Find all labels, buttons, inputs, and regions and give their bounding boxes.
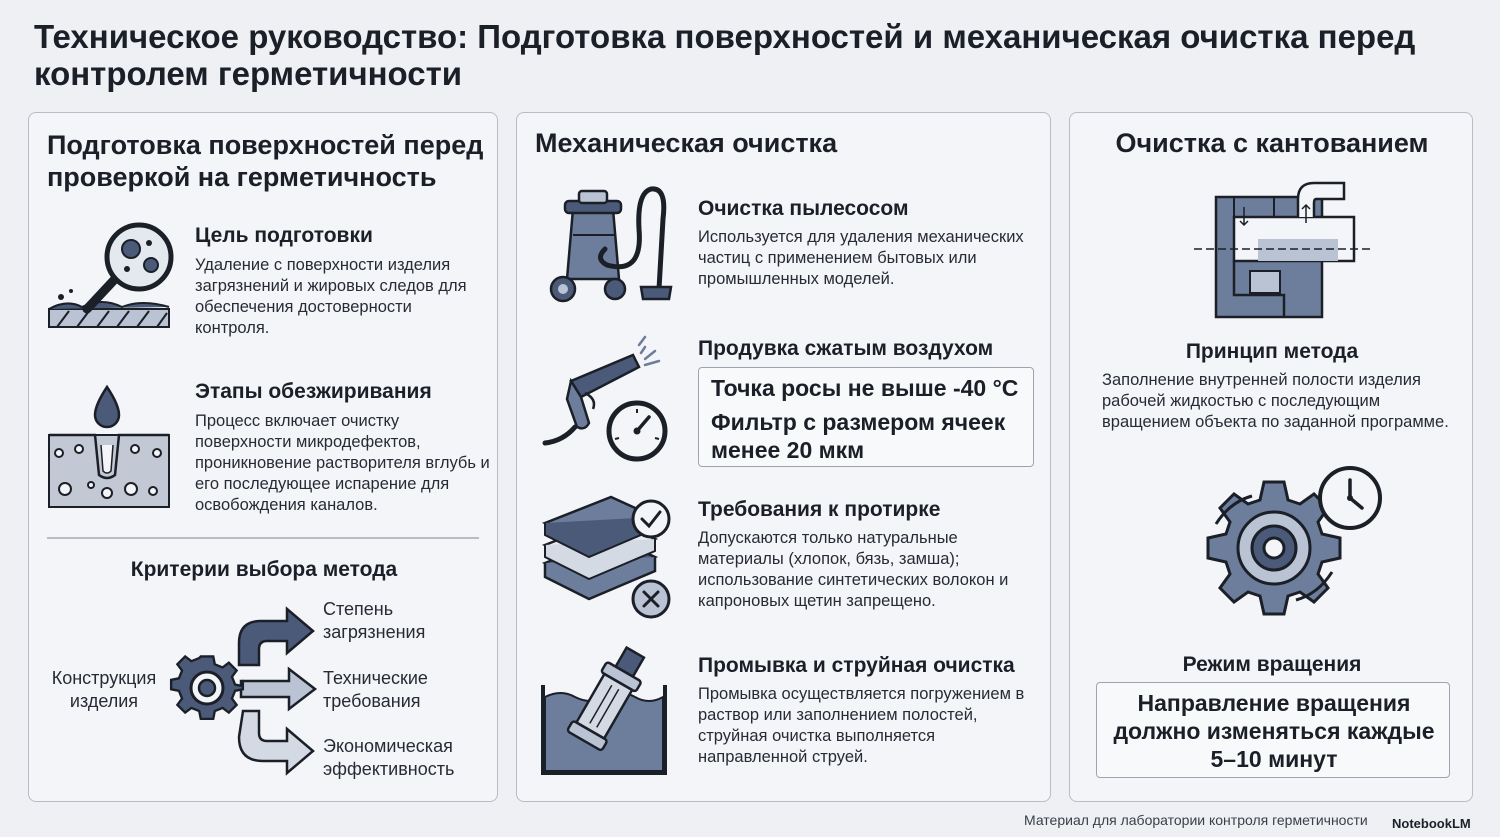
panel-title-tumble: Очистка с кантованием bbox=[1115, 128, 1429, 158]
page-title: Техническое руководство: Подготовка поверхностей и механическая очистка перед контролем герметичности bbox=[34, 18, 1416, 92]
air-heading: Продувка сжатым воздухом bbox=[698, 337, 994, 360]
droplet-pores-icon bbox=[47, 385, 177, 510]
wipe-heading: Требования к протирке bbox=[698, 498, 941, 521]
gear-arrows-icon bbox=[169, 593, 349, 773]
criteria-item-technical: Технические требования bbox=[323, 668, 428, 711]
panel-tumble-cleaning bbox=[1069, 112, 1473, 802]
air-spec-box bbox=[698, 367, 1034, 467]
principle-heading: Принцип метода bbox=[1185, 340, 1359, 363]
criteria-source-label: Конструкция изделия bbox=[51, 668, 157, 711]
rotation-spec-text: Направление вращения должно изменяться каждые 5–10 минут bbox=[1113, 690, 1435, 772]
vacuum-text: Используется для удаления механических частиц с применением бытовых или промышленных моделей. bbox=[698, 228, 1024, 288]
left-divider bbox=[47, 537, 479, 539]
vacuum-heading: Очистка пылесосом bbox=[698, 197, 909, 220]
criteria-item-economic: Экономическая эффективность bbox=[323, 736, 455, 779]
cloth-stack-icon bbox=[541, 493, 673, 618]
wash-heading: Промывка и струйная очистка bbox=[698, 654, 1015, 677]
air-spec-dewpoint: Точка росы не выше -40 °C bbox=[711, 375, 1019, 401]
immersion-bath-icon bbox=[541, 645, 673, 777]
air-gun-gauge-icon bbox=[541, 335, 673, 465]
panel-mechanical-cleaning bbox=[516, 112, 1051, 802]
rotation-spec-box bbox=[1096, 682, 1450, 778]
degrease-heading: Этапы обезжиривания bbox=[195, 380, 432, 403]
wash-text: Промывка осуществляется погружением в раствор или заполнением полостей, струйная очистка выполняется направленной струей. bbox=[698, 685, 1025, 766]
degrease-text: Процесс включает очистку поверхности микродефектов, проникновение растворителя вглубь и его последующее испарение для освобождения каналов. bbox=[195, 412, 490, 514]
panel-surface-preparation bbox=[28, 112, 498, 802]
principle-text: Заполнение внутренней полости изделия рабочей жидкостью с последующим вращением объекта по заданной программе. bbox=[1102, 371, 1449, 431]
rotation-heading: Режим вращения bbox=[1182, 653, 1362, 676]
criteria-heading: Критерии выбора метода bbox=[130, 558, 398, 581]
brand-watermark: NotebookLM bbox=[1392, 816, 1471, 831]
magnifier-contamination-icon bbox=[47, 221, 177, 341]
goal-text: Удаление с поверхности изделия загрязнений и жировых следов для обеспечения достоверности контроля. bbox=[195, 256, 467, 337]
wipe-text: Допускаются только натуральные материалы (хлопок, бязь, замша); использование синтетических волокон и капроновых щетин запрещено. bbox=[698, 529, 1009, 610]
panel-title-mechanical: Механическая очистка bbox=[535, 128, 838, 158]
pipe-section-icon bbox=[1194, 179, 1370, 327]
criteria-item-contamination: Степень загрязнения bbox=[323, 599, 426, 642]
vacuum-cleaner-icon bbox=[543, 179, 673, 305]
gear-clock-icon bbox=[1200, 468, 1390, 628]
goal-heading: Цель подготовки bbox=[195, 224, 373, 247]
air-spec-filter: Фильтр с размером ячеек менее 20 мкм bbox=[711, 409, 1006, 463]
footer-note: Материал для лаборатории контроля герметичности bbox=[1024, 812, 1368, 828]
panel-title-surface-prep: Подготовка поверхностей перед проверкой на герметичность bbox=[47, 130, 484, 192]
